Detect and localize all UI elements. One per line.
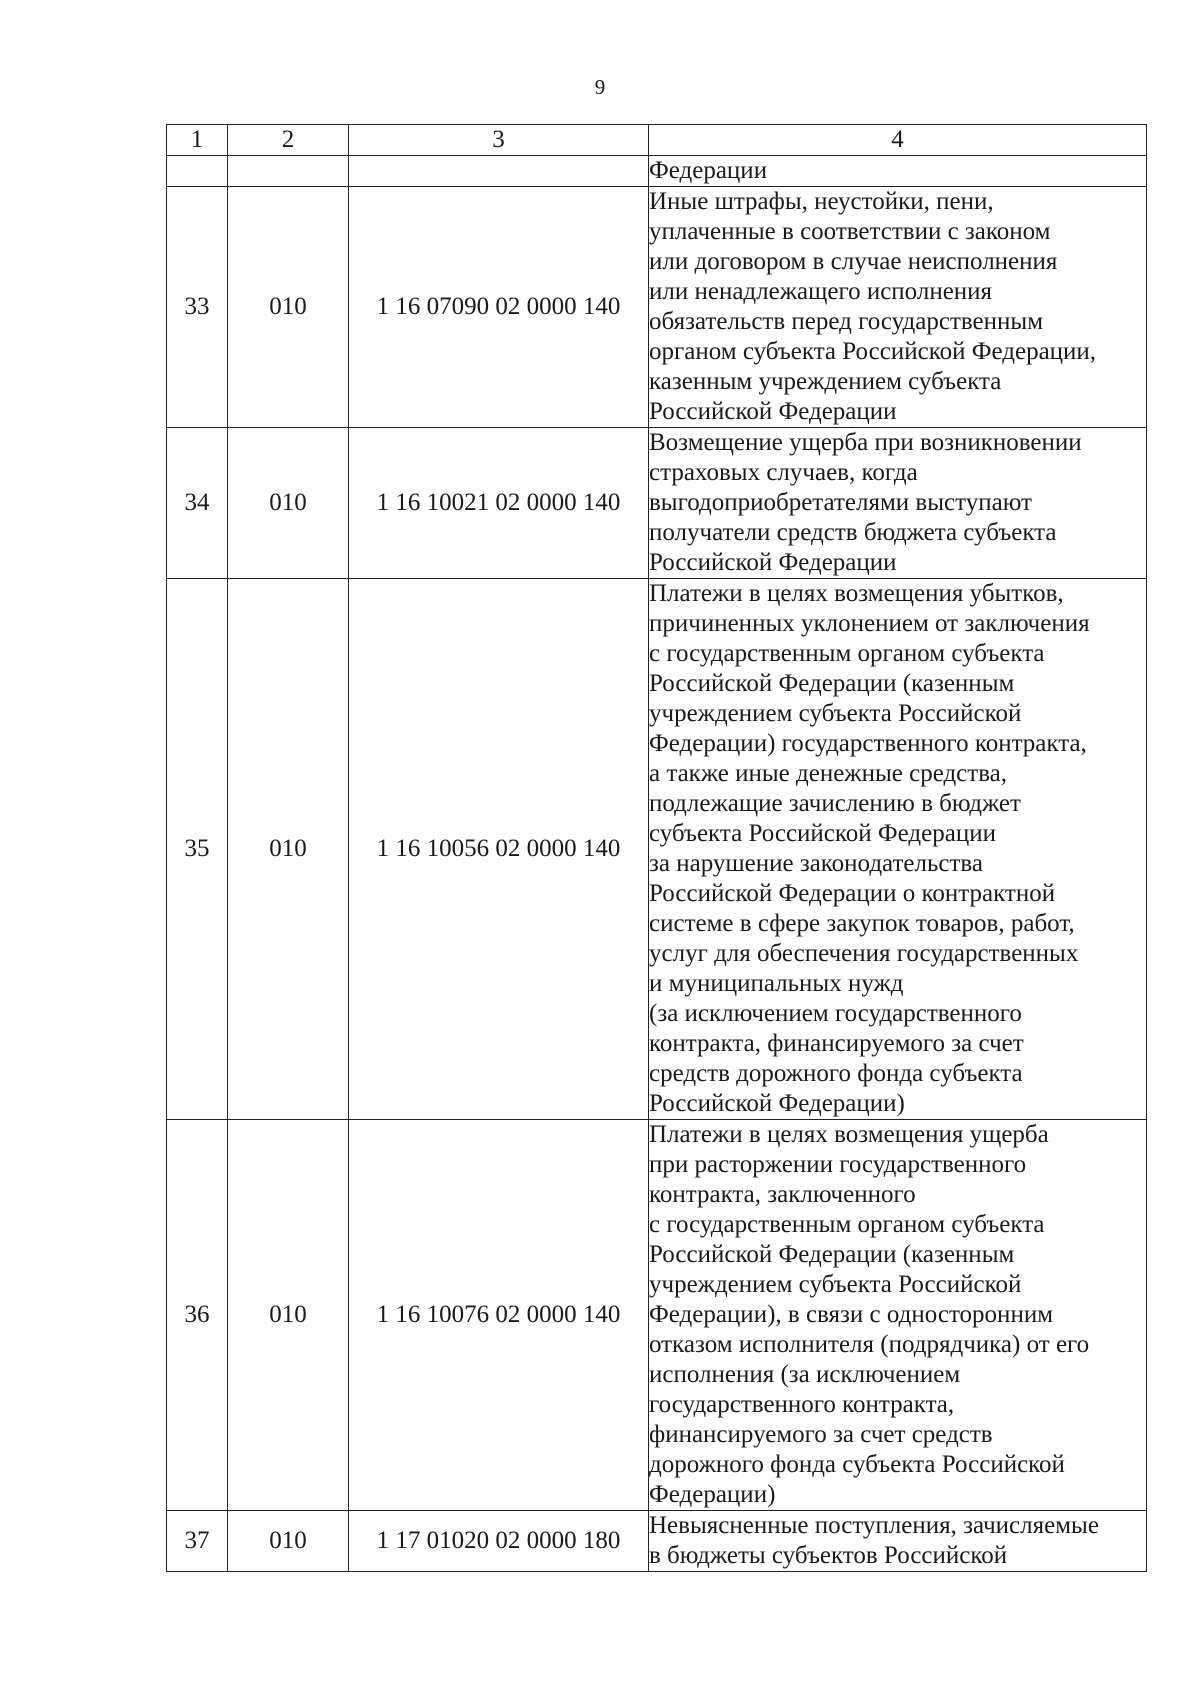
description-line: причиненных уклонением от заключения bbox=[649, 610, 1090, 637]
table-row bbox=[167, 428, 1147, 579]
description-line: Российской Федерации о контрактной bbox=[649, 880, 1056, 907]
row-number: 37 bbox=[167, 1511, 228, 1572]
description-line: учреждением субъекта Российской bbox=[649, 1271, 1022, 1298]
admin-code: 010 bbox=[228, 1120, 349, 1511]
description-line: Российской Федерации bbox=[649, 549, 897, 576]
budget-classification-code: 1 16 10056 02 0000 140 bbox=[349, 579, 649, 1120]
continuation-row bbox=[167, 156, 1147, 187]
description-line: учреждением субъекта Российской bbox=[649, 700, 1022, 727]
description-line: Российской Федерации) bbox=[649, 1090, 905, 1117]
description-line: казенным учреждением субъекта bbox=[649, 368, 1002, 395]
description-line: или ненадлежащего исполнения bbox=[649, 278, 993, 305]
row-number: 33 bbox=[167, 187, 228, 428]
column-header-2: 2 bbox=[228, 125, 349, 156]
revenue-description bbox=[649, 1511, 1147, 1572]
description-line: финансируемого за счет средств bbox=[649, 1421, 993, 1448]
description-line: и муниципальных нужд bbox=[649, 970, 904, 997]
admin-code: 010 bbox=[228, 428, 349, 579]
description-line: контракта, финансируемого за счет bbox=[649, 1030, 1024, 1057]
description-line: обязательств перед государственным bbox=[649, 308, 1044, 335]
description-line: Федерации) bbox=[649, 1481, 776, 1508]
description-line: за нарушение законодательства bbox=[649, 850, 983, 877]
empty-cell bbox=[349, 156, 649, 187]
admin-code: 010 bbox=[228, 579, 349, 1120]
description-line: отказом исполнителя (подрядчика) от его bbox=[649, 1331, 1090, 1358]
description-line: исполнения (за исключением bbox=[649, 1361, 961, 1388]
description-line: органом субъекта Российской Федерации, bbox=[649, 338, 1097, 365]
description-line: средств дорожного фонда субъекта bbox=[649, 1060, 1023, 1087]
admin-code: 010 bbox=[228, 1511, 349, 1572]
column-header-4: 4 bbox=[649, 125, 1147, 156]
table-header-row bbox=[167, 125, 1147, 156]
description-line: Российской Федерации (казенным bbox=[649, 1241, 1015, 1268]
description-line: страховых случаев, когда bbox=[649, 459, 918, 486]
row-number: 35 bbox=[167, 579, 228, 1120]
page-number: 9 bbox=[594, 75, 606, 99]
description-line: выгодоприобретателями выступают bbox=[649, 489, 1032, 516]
table-row bbox=[167, 187, 1147, 428]
revenue-description bbox=[649, 1120, 1147, 1511]
description-line: Федерации), в связи с односторонним bbox=[649, 1301, 1054, 1328]
description-line: при расторжении государственного bbox=[649, 1151, 1027, 1178]
description-line: субъекта Российской Федерации bbox=[649, 820, 996, 847]
description-line: системе в сфере закупок товаров, работ, bbox=[649, 910, 1075, 937]
description-line: Российской Федерации bbox=[649, 398, 897, 425]
description-line: Российской Федерации (казенным bbox=[649, 670, 1015, 697]
description-line: в бюджеты субъектов Российской bbox=[649, 1542, 1008, 1569]
empty-cell bbox=[167, 156, 228, 187]
description-line: с государственным органом субъекта bbox=[649, 640, 1045, 667]
description-line: уплаченные в соответствии с законом bbox=[649, 218, 1051, 245]
description-line: дорожного фонда субъекта Российской bbox=[649, 1451, 1065, 1478]
description-line: или договором в случае неисполнения bbox=[649, 248, 1058, 275]
description-line: Невыясненные поступления, зачисляемые bbox=[649, 1512, 1099, 1539]
revenue-description bbox=[649, 187, 1147, 428]
description-line: а также иные денежные средства, bbox=[649, 760, 1008, 787]
budget-classification-code: 1 17 01020 02 0000 180 bbox=[349, 1511, 649, 1572]
column-header-1: 1 bbox=[167, 125, 228, 156]
description-line: контракта, заключенного bbox=[649, 1181, 916, 1208]
continuation-text: Федерации bbox=[649, 156, 1147, 187]
revenue-description bbox=[649, 579, 1147, 1120]
description-line: Платежи в целях возмещения убытков, bbox=[649, 580, 1064, 607]
description-line: Иные штрафы, неустойки, пени, bbox=[649, 188, 994, 215]
table-row bbox=[167, 1511, 1147, 1572]
description-line: Федерации) государственного контракта, bbox=[649, 730, 1087, 757]
description-line: (за исключением государственного bbox=[649, 1000, 1022, 1027]
description-line: подлежащие зачислению в бюджет bbox=[649, 790, 1021, 817]
description-line: государственного контракта, bbox=[649, 1391, 955, 1418]
description-line: с государственным органом субъекта bbox=[649, 1211, 1045, 1238]
budget-classification-code: 1 16 10021 02 0000 140 bbox=[349, 428, 649, 579]
table-row bbox=[167, 579, 1147, 1120]
budget-classification-code: 1 16 07090 02 0000 140 bbox=[349, 187, 649, 428]
empty-cell bbox=[228, 156, 349, 187]
column-header-3: 3 bbox=[349, 125, 649, 156]
revenue-description bbox=[649, 428, 1147, 579]
row-number: 36 bbox=[167, 1120, 228, 1511]
table-row bbox=[167, 1120, 1147, 1511]
description-line: Возмещение ущерба при возникновении bbox=[649, 429, 1082, 456]
admin-code: 010 bbox=[228, 187, 349, 428]
row-number: 34 bbox=[167, 428, 228, 579]
description-line: получатели средств бюджета субъекта bbox=[649, 519, 1057, 546]
budget-classification-code: 1 16 10076 02 0000 140 bbox=[349, 1120, 649, 1511]
description-line: услуг для обеспечения государственных bbox=[649, 940, 1079, 967]
revenue-codes-table bbox=[166, 124, 1147, 1572]
table-body bbox=[167, 187, 1147, 1572]
description-line: Платежи в целях возмещения ущерба bbox=[649, 1121, 1049, 1148]
